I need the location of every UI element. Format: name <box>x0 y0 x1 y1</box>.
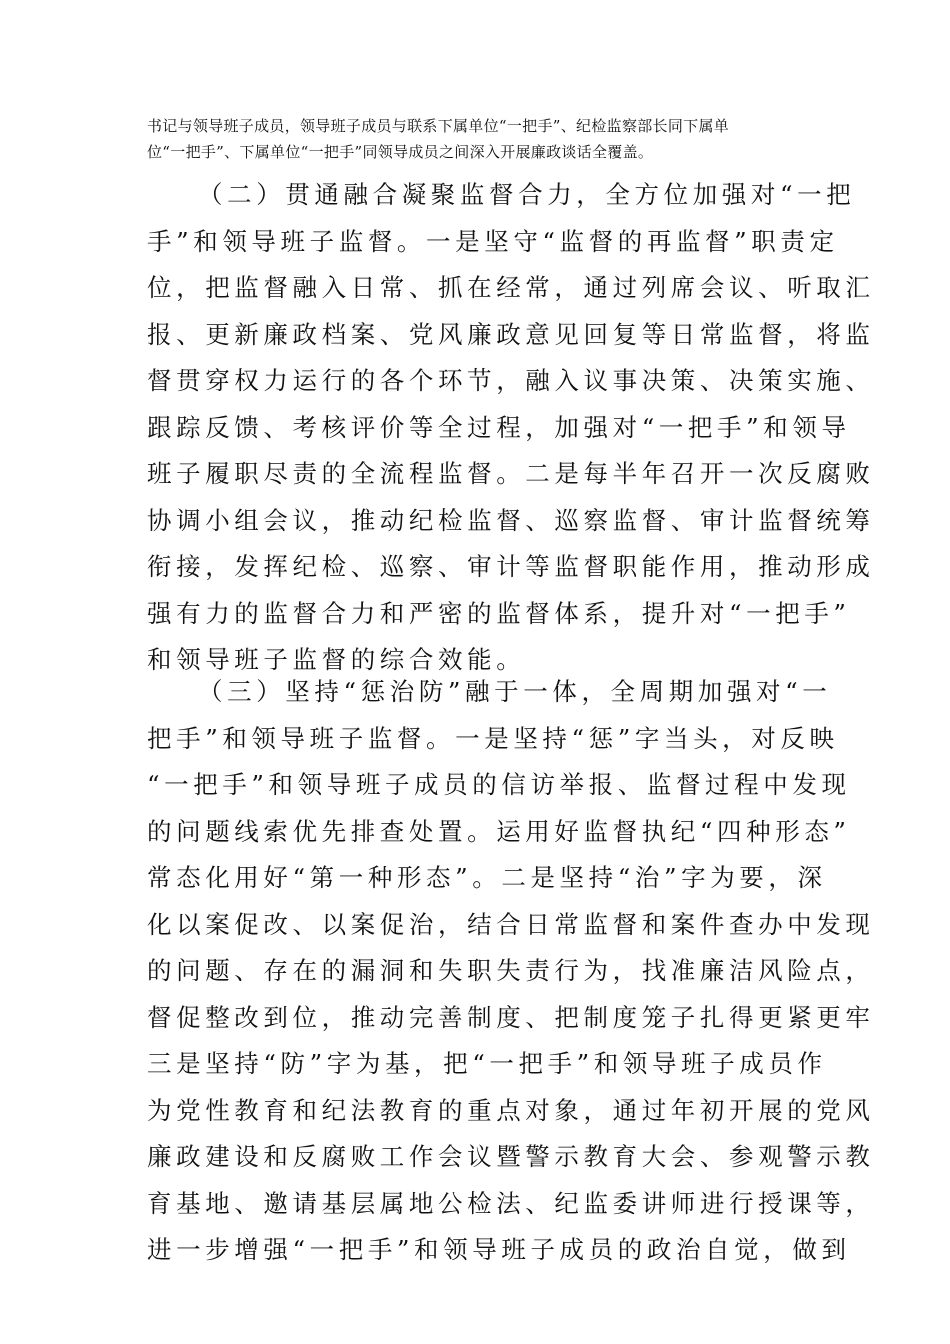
text-line: 跟踪反馈、考核评价等全过程，加强对“一把手”和领导 <box>147 412 851 442</box>
text-line: 的问题线索优先排查处置。运用好监督执纪“四种形态” <box>147 816 851 846</box>
text-line: 三是坚持“防”字为基，把“一把手”和领导班子成员作 <box>147 1049 827 1078</box>
paragraph-small-continuation <box>147 113 807 165</box>
text-line: 班子履职尽责的全流程监督。二是每半年召开一次反腐败 <box>147 459 875 488</box>
text-line: 手”和领导班子监督。一是坚守“监督的再监督”职责定 <box>147 226 839 256</box>
text-line: （二）贯通融合凝聚监督合力，全方位加强对“一把 <box>198 180 856 209</box>
text-line: 和领导班子监督的综合效能。 <box>147 645 526 674</box>
text-line: 化以案促改、以案促治，结合日常监督和案件查办中发现 <box>147 909 875 939</box>
text-line: 廉政建设和反腐败工作会议暨警示教育大会、参观警示教 <box>147 1142 875 1171</box>
text-line: 位“一把手”、下属单位“一把手”同领导成员之间深入开展廉政谈话全覆盖。 <box>147 143 654 161</box>
text-line: 常态化用好“第一种形态”。二是坚持“治”字为要，深 <box>147 863 827 892</box>
text-line: 育基地、邀请基层属地公检法、纪监委讲师进行授课等， <box>147 1188 875 1218</box>
text-line: 的问题、存在的漏洞和失职失责行为，找准廉洁风险点， <box>147 956 875 985</box>
text-line: 进一步增强“一把手”和领导班子成员的政治自觉，做到 <box>147 1235 851 1264</box>
paragraph-section-2 <box>147 172 875 684</box>
text-line: 为党性教育和纪法教育的重点对象，通过年初开展的党风 <box>147 1095 875 1125</box>
text-line: 把手”和领导班子监督。一是坚持“惩”字当头，对反映 <box>147 723 839 753</box>
text-line: 强有力的监督合力和严密的监督体系，提升对“一把手” <box>147 598 851 628</box>
text-line: 督贯穿权力运行的各个环节，融入议事决策、决策实施、 <box>147 366 875 395</box>
text-line: 督促整改到位，推动完善制度、把制度笼子扎得更紧更牢 <box>147 1002 875 1032</box>
text-line: 报、更新廉政档案、党风廉政意见回复等日常监督，将监 <box>147 319 875 349</box>
text-line: （三）坚持“惩治防”融于一体，全周期加强对“一 <box>198 677 832 706</box>
text-line: “一把手”和领导班子成员的信访举报、监督过程中发现 <box>147 770 851 799</box>
text-line: 衔接，发挥纪检、巡察、审计等监督职能作用，推动形成 <box>147 552 875 581</box>
text-line: 位，把监督融入日常、抓在经常，通过列席会议、听取汇 <box>147 273 875 302</box>
paragraph-section-3 <box>147 669 875 1274</box>
text-line: 协调小组会议，推动纪检监督、巡察监督、审计监督统筹 <box>147 505 875 535</box>
text-line: 书记与领导班子成员，领导班子成员与联系下属单位“一把手”、纪检监察部长同下属单 <box>147 117 730 135</box>
